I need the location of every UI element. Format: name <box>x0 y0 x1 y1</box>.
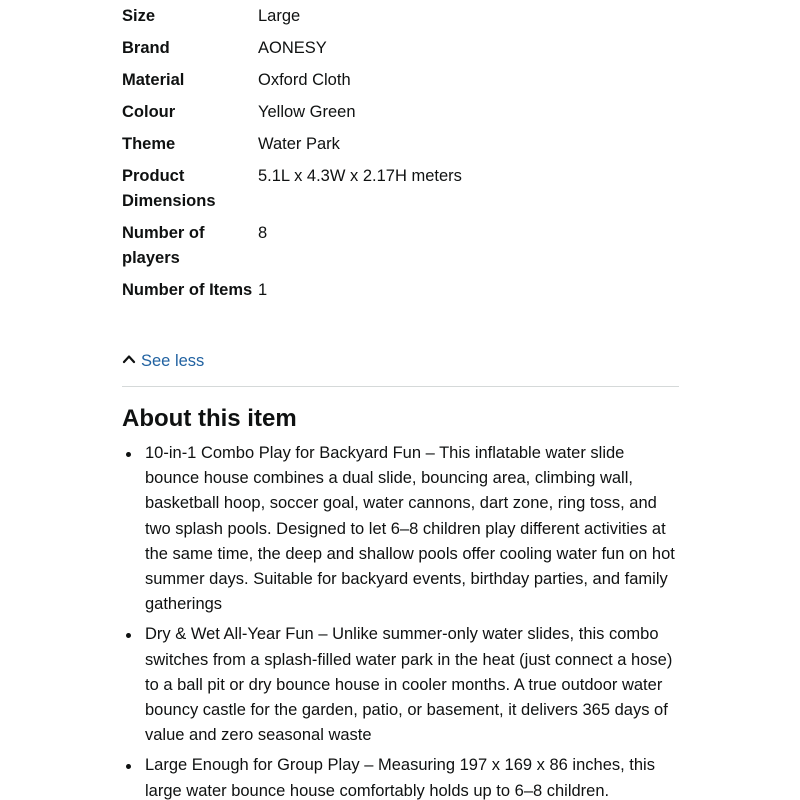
bullet-point-icon <box>126 452 131 457</box>
spec-row-number-of-items <box>122 278 682 303</box>
spec-key: Number of Items <box>122 281 253 299</box>
spec-key: Brand <box>122 39 170 57</box>
spec-row-material <box>122 68 682 93</box>
spec-row-product-dimensions <box>122 164 682 214</box>
spec-row-theme <box>122 132 682 157</box>
list-item <box>122 753 682 800</box>
spec-key: Size <box>122 7 156 25</box>
spec-row-colour <box>122 100 682 125</box>
spec-row-brand <box>122 36 682 61</box>
spec-key: Colour <box>122 103 176 121</box>
spec-row-size <box>122 4 682 29</box>
see-less-label[interactable]: See less <box>141 352 205 370</box>
section-divider <box>122 386 679 387</box>
bullet-point-icon <box>126 764 131 769</box>
spec-value: Yellow Green <box>258 103 356 121</box>
spec-key: Number of players <box>122 224 205 267</box>
spec-value: Water Park <box>258 135 340 153</box>
product-specs-table <box>122 4 682 310</box>
spec-value: Large <box>258 7 301 25</box>
spec-value: 8 <box>258 224 268 242</box>
spec-value: 1 <box>258 281 268 299</box>
about-bullet-list <box>122 441 682 800</box>
list-item <box>122 622 682 748</box>
spec-value: AONESY <box>258 39 327 57</box>
chevron-up-icon <box>122 352 141 371</box>
spec-value: 5.1L x 4.3W x 2.17H meters <box>258 167 462 185</box>
bullet-text: 10-in-1 Combo Play for Backyard Fun – This inflatable water slide bounce house combines a dual slide, bouncing area, climbing wall, basketball hoop, soccer goal, water cannons, dart zone, ring toss, and two splash pools. Designed to let 6–8 children play different activities at the same time, the deep and shallow pools offer cooling water fun on hot summer days. Suitable for backyard events, birthday parties, and family gatherings <box>145 444 675 614</box>
bullet-text: Dry & Wet All-Year Fun – Unlike summer-only water slides, this combo switches from a splash-filled water park in the heat (just connect a hose) to a ball pit or dry bounce house in cooler months. A true outdoor water bouncy castle for the garden, patio, or basement, it delivers 365 days of value and zero seasonal waste <box>145 625 673 745</box>
spec-key: Product Dimensions <box>122 167 216 210</box>
see-less-link[interactable] <box>122 350 204 372</box>
bullet-point-icon <box>126 633 131 638</box>
spec-value: Oxford Cloth <box>258 71 351 89</box>
spec-key: Theme <box>122 135 176 153</box>
about-this-item-heading: About this item <box>122 405 297 432</box>
list-item <box>122 441 682 617</box>
bullet-text: Large Enough for Group Play – Measuring 197 x 169 x 86 inches, this large water bounce house comfortably holds up to 6–8 children. <box>145 756 655 800</box>
spec-key: Material <box>122 71 185 89</box>
spec-row-number-of-players <box>122 221 682 271</box>
